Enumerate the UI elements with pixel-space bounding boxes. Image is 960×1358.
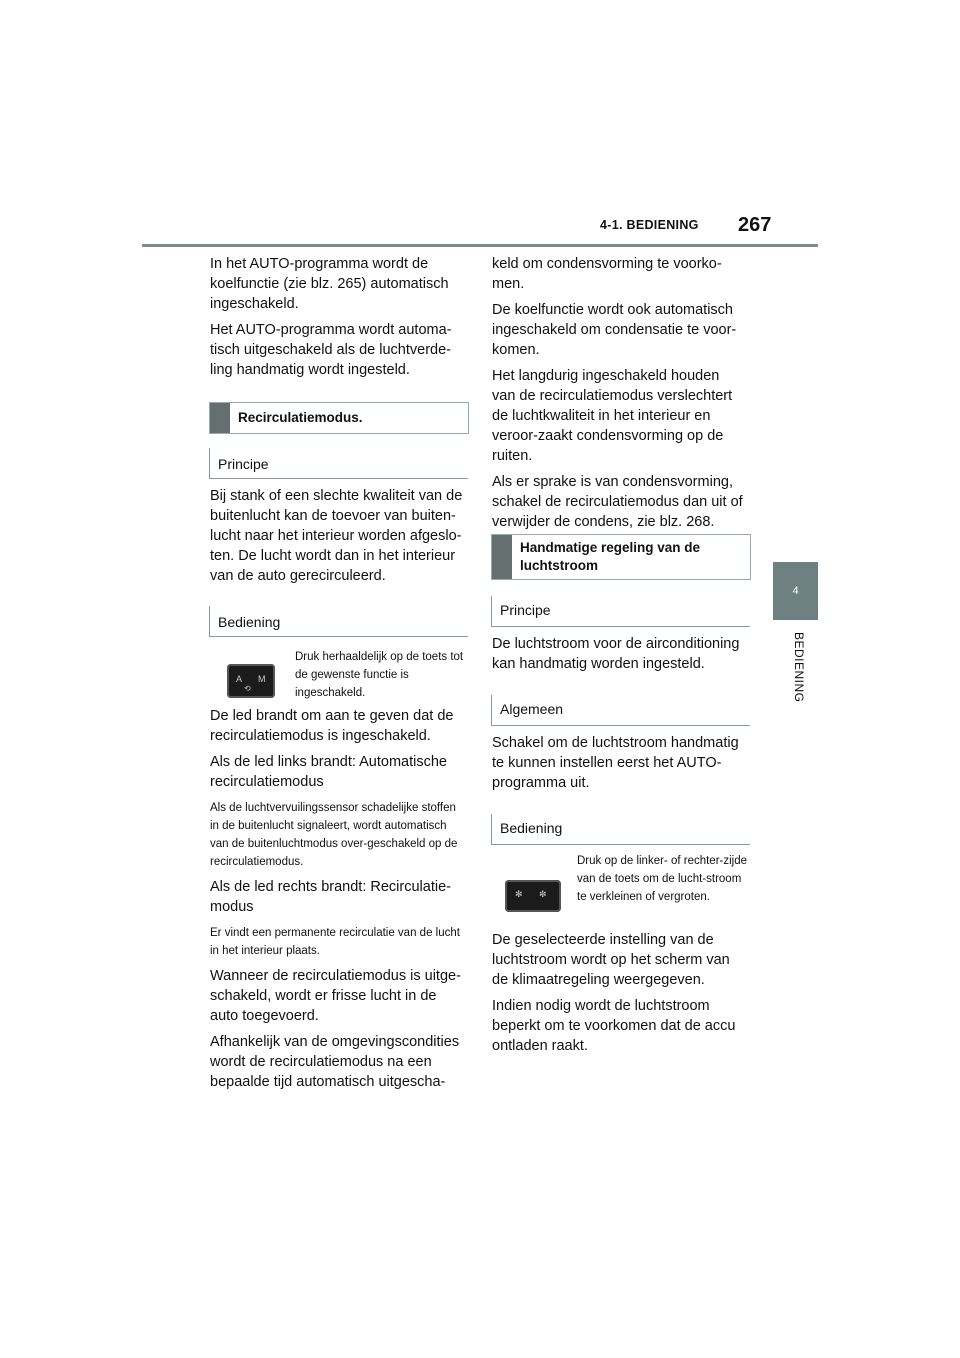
right-algemeen-text (492, 733, 754, 793)
heading-marker (210, 403, 230, 433)
button-letter-m: M (258, 674, 266, 684)
fan-small-icon: ✻ (515, 889, 523, 899)
airflow-button-image (505, 880, 561, 912)
subheading-bediening (491, 814, 750, 845)
subheading-text: Bediening (218, 614, 281, 630)
right-body (492, 930, 754, 1056)
fan-large-icon: ✼ (539, 889, 547, 899)
page-number: 267 (738, 214, 772, 236)
subheading-text: Bediening (500, 820, 563, 836)
chapter-tab: 4 (773, 562, 818, 620)
button-letter-a: A (236, 674, 243, 684)
paragraph: In het AUTO-programma wordt de koelfunctie (zie blz. 265) automatisch ingeschakeld. (210, 256, 449, 312)
left-principe-text (210, 486, 472, 586)
paragraph: De koelfunctie wordt ook automatisch ingeschakeld om condensatie te voor-komen. (492, 302, 737, 358)
paragraph: Als er sprake is van condensvorming, schakel de recirculatiemodus dan uit of verwijder de condens, zie blz. 268. (492, 474, 743, 530)
caption-text: Druk herhaaldelijk op de toets tot de gewenste functie is ingeschakeld. (295, 651, 464, 699)
paragraph: Het AUTO-programma wordt automa-tisch uitgeschakeld als de luchtverde-ling handmatig wordt ingesteld. (210, 322, 452, 378)
subheading-principe (209, 448, 468, 479)
subheading-principe (491, 596, 750, 627)
button-caption-right (577, 852, 753, 906)
section-heading-airflow (491, 534, 751, 580)
subheading-algemeen (491, 695, 750, 726)
subheading-text: Principe (500, 602, 551, 618)
subheading-text: Algemeen (500, 701, 564, 717)
subheading-bediening (209, 606, 468, 637)
car-recirculation-icon: ⟲ (244, 684, 251, 693)
paragraph: Wanneer de recirculatiemodus is uitge-schakeld, wordt er frisse lucht in de auto toegevoerd. (210, 968, 461, 1024)
header-section-title: 4-1. BEDIENING (600, 218, 699, 232)
button-caption-left (295, 648, 467, 702)
paragraph: Als de led rechts brandt: Recirculatie-modus (210, 879, 451, 915)
paragraph: De geselecteerde instelling van de luchtstroom wordt op het scherm van de klimaatregeling weergegeven. (492, 932, 730, 988)
paragraph: Schakel om de luchtstroom handmatig te kunnen instellen eerst het AUTO-programma uit. (492, 735, 739, 791)
paragraph: keld om condensvorming te voorko-men. (492, 256, 722, 292)
heading-marker (492, 535, 512, 579)
header-divider (142, 244, 818, 247)
paragraph: Als de led links brandt: Automatische recirculatiemodus (210, 754, 447, 790)
right-principe-text (492, 634, 754, 674)
left-body (210, 706, 472, 1092)
recirculation-button-image (227, 664, 275, 698)
paragraph: Het langdurig ingeschakeld houden van de recirculatiemodus verslechtert de luchtkwaliteit in het interieur en veroor-zaakt condensvorming op de ruiten. (492, 368, 733, 464)
paragraph: De luchtstroom voor de airconditioning kan handmatig worden ingesteld. (492, 636, 740, 672)
paragraph: Indien nodig wordt de luchtstroom beperkt om te voorkomen dat de accu ontladen raakt. (492, 998, 736, 1054)
note-text: Als de luchtvervuilingssensor schadelijke stoffen in de buitenlucht signaleert, wordt automatisch van de buitenluchtmodus over-geschakeld op de recirculatiemodus. (210, 802, 458, 868)
caption-text: Druk op de linker- of rechter-zijde van de toets om de lucht-stroom te verkleinen of vergroten. (577, 855, 748, 903)
left-intro (210, 254, 472, 380)
paragraph: Afhankelijk van de omgevingscondities wordt de recirculatiemodus na een bepaalde tijd automatisch uitgescha- (210, 1034, 460, 1090)
note-text: Er vindt een permanente recirculatie van de lucht in het interieur plaats. (210, 927, 460, 957)
paragraph: De led brandt om aan te geven dat de recirculatiemodus is ingeschakeld. (210, 708, 454, 744)
section-heading-recirculation (209, 402, 469, 434)
section-heading-text: Handmatige regeling van de luchtstroom (520, 540, 701, 573)
section-heading-text: Recirculatiemodus. (238, 410, 363, 425)
subheading-text: Principe (218, 456, 269, 472)
right-intro (492, 254, 754, 532)
chapter-label: BEDIENING (792, 632, 806, 703)
paragraph: Bij stank of een slechte kwaliteit van de buitenlucht kan de toevoer van buiten-lucht naar het interieur worden afgeslo-ten. De lucht wordt dan in het interieur van de auto gerecirculeerd. (210, 488, 463, 584)
